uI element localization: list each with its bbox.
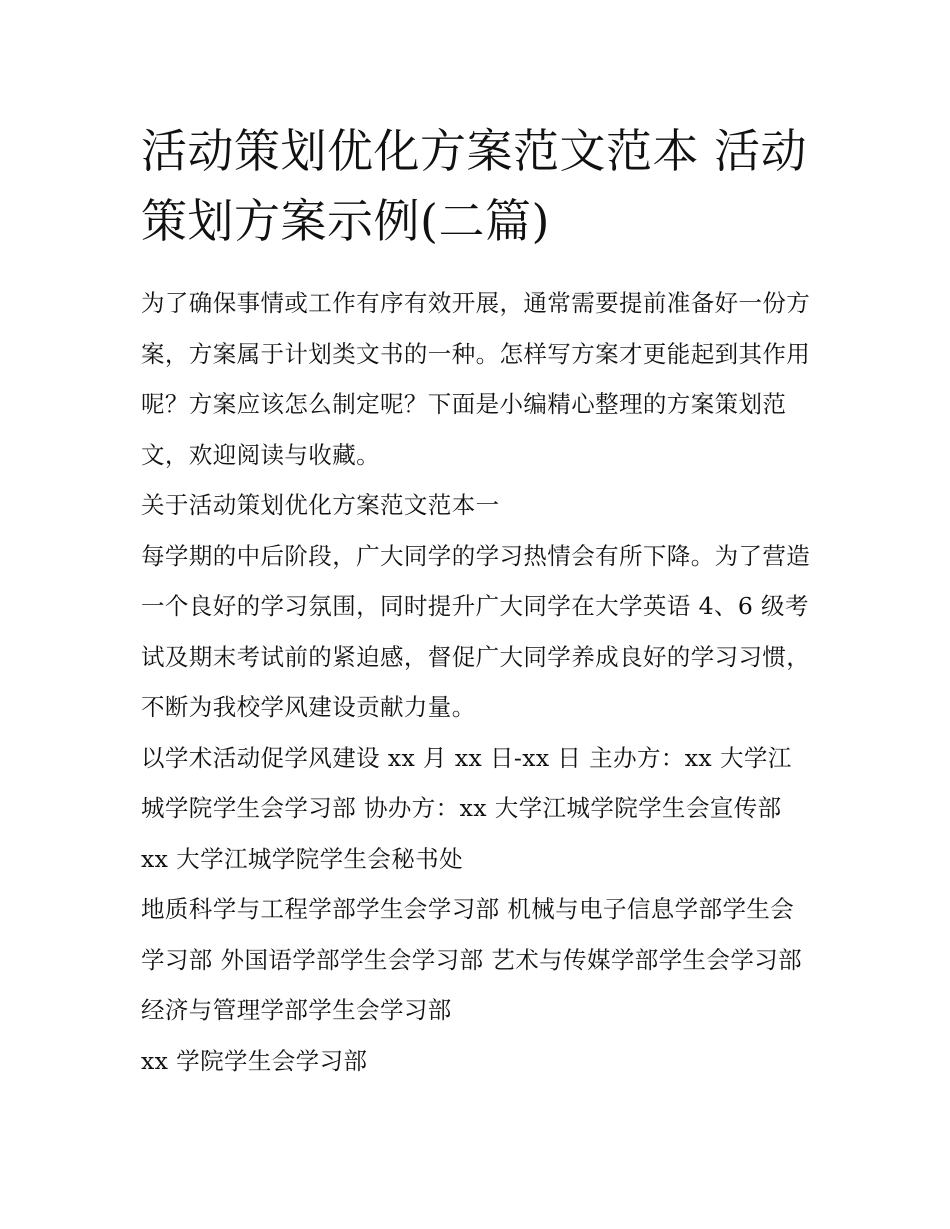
document-title: 活动策划优化方案范文范本 活动策划方案示例(二篇) bbox=[141, 124, 808, 248]
paragraph-background: 每学期的中后阶段，广大同学的学习热情会有所下降。为了营造一个良好的学习氛围，同时提升广大同学在大学英语 4、6 级考试及期末考试前的紧迫感，督促广大同学养成良好的学习习惯，不断为我校学风建设贡献力量。 bbox=[141, 541, 811, 721]
document-body bbox=[141, 278, 813, 1086]
section-heading: 关于活动策划优化方案范文范本一 bbox=[141, 491, 500, 519]
paragraph-departments: 地质科学与工程学部学生会学习部 机械与电子信息学部学生会学习部 外国语学部学生会学习部 艺术与传媒学部学生会学习部 经济与管理学部学生会学习部 bbox=[141, 895, 803, 1024]
document-content bbox=[141, 116, 813, 1086]
paragraph-college: xx 学院学生会学习部 bbox=[141, 1046, 368, 1075]
paragraph-organizers: 以学术活动促学风建设 xx 月 xx 日-xx 日 主办方：xx 大学江城学院学生会学习部 协办方：xx 大学江城学院学生会宣传部 xx 大学江城学院学生会秘书处 bbox=[141, 743, 792, 873]
paragraph-intro: 为了确保事情或工作有序有效开展，通常需要提前准备好一份方案，方案属于计划类文书的一种。怎样写方案才更能起到其作用呢？方案应该怎么制定呢？下面是小编精心整理的方案策划范文，欢迎阅读与收藏。 bbox=[141, 289, 811, 469]
